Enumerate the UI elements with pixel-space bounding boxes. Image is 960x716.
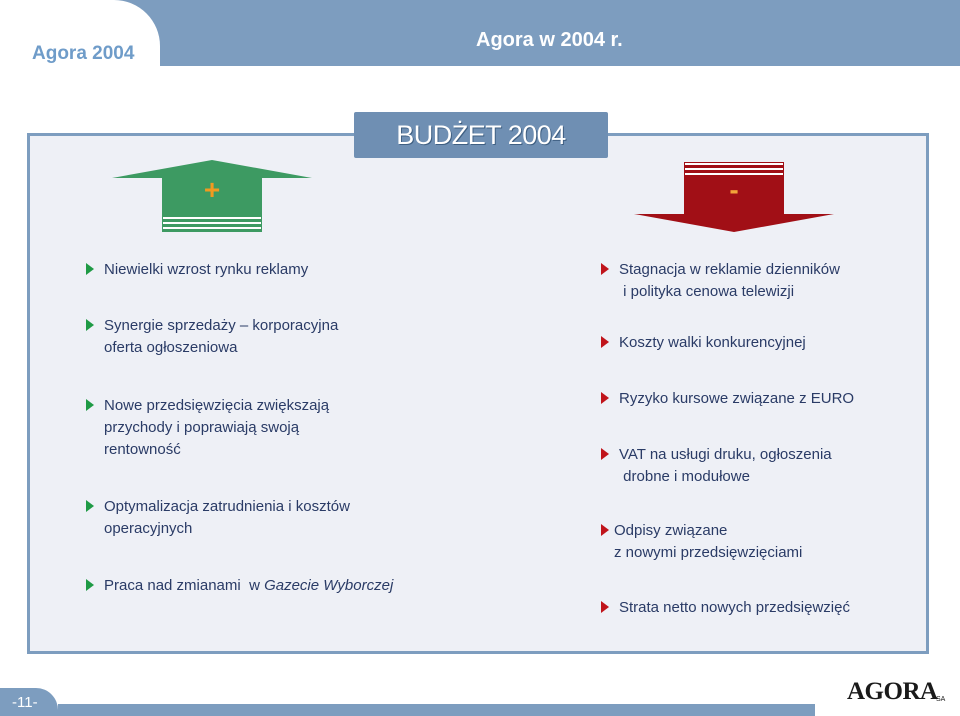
right-item-line: drobne i modułowe xyxy=(619,468,750,485)
plus-arrow-icon xyxy=(110,158,314,234)
green-bullet-icon xyxy=(86,500,94,512)
budget-title-box xyxy=(354,112,608,158)
minus-label: - xyxy=(729,174,739,205)
left-item-italic-text: Gazecie Wyborczej xyxy=(264,577,394,594)
left-item-line: przychody i poprawiają swoją xyxy=(104,419,300,436)
red-bullet-icon xyxy=(601,336,609,348)
green-bullet-icon xyxy=(86,399,94,411)
right-bullet-5 xyxy=(601,520,802,564)
right-bullet-6 xyxy=(601,597,850,619)
left-item-line: Synergie sprzedaży – korporacyjna xyxy=(104,317,339,334)
left-item-line: operacyjnych xyxy=(104,520,193,537)
right-item-line: i polityka cenowa telewizji xyxy=(619,283,795,300)
green-bullet-icon xyxy=(86,319,94,331)
green-bullet-icon xyxy=(86,579,94,591)
header-right-title: Agora w 2004 r. xyxy=(476,29,623,51)
red-bullet-icon xyxy=(601,392,609,404)
right-bullet-2 xyxy=(601,332,806,354)
left-bullet-1 xyxy=(86,259,308,281)
footer-page-tab xyxy=(0,688,58,716)
right-item-line: Odpisy związane xyxy=(614,522,728,539)
minus-arrow-icon xyxy=(632,160,836,234)
right-item-line: Strata netto nowych przedsięwzięć xyxy=(619,599,850,616)
right-bullet-3 xyxy=(601,388,854,410)
right-item-line: Koszty walki konkurencyjnej xyxy=(619,334,806,351)
left-item-line: Niewielki wzrost rynku reklamy xyxy=(104,261,309,278)
left-bullet-4 xyxy=(86,496,350,540)
left-item-line: rentowność xyxy=(104,441,181,458)
right-item-line: Ryzyko kursowe związane z EURO xyxy=(619,390,855,407)
right-item-line: Stagnacja w reklamie dzienników xyxy=(619,261,840,278)
red-bullet-icon xyxy=(601,601,609,613)
right-bullet-1 xyxy=(601,259,840,303)
green-bullet-icon xyxy=(86,263,94,275)
left-item-line: Nowe przedsięwzięcia zwiększają xyxy=(104,397,330,414)
left-bullet-2 xyxy=(86,315,338,359)
right-item-line: z nowymi przedsięwzięciami xyxy=(614,544,803,561)
left-item-text: Praca nad zmianami w xyxy=(104,577,265,594)
logo-suffix: SA xyxy=(936,696,946,703)
agora-logo xyxy=(815,670,960,716)
red-bullet-icon xyxy=(601,448,609,460)
right-bullet-4 xyxy=(601,444,832,488)
red-bullet-icon xyxy=(601,263,609,275)
left-bullet-5 xyxy=(86,575,393,597)
red-bullet-icon xyxy=(601,524,609,536)
logo-text: AGORA xyxy=(847,678,938,705)
page-number: -11- xyxy=(12,694,38,711)
left-bullet-3 xyxy=(86,395,329,461)
slide-title: BUDŻET 2004 xyxy=(396,120,566,150)
header-left-title: Agora 2004 xyxy=(32,43,135,64)
left-item-line: oferta ogłoszeniowa xyxy=(104,339,238,356)
left-item-line: Optymalizacja zatrudnienia i kosztów xyxy=(104,498,350,515)
right-item-line: VAT na usługi druku, ogłoszenia xyxy=(619,446,832,463)
plus-label: + xyxy=(203,174,221,205)
